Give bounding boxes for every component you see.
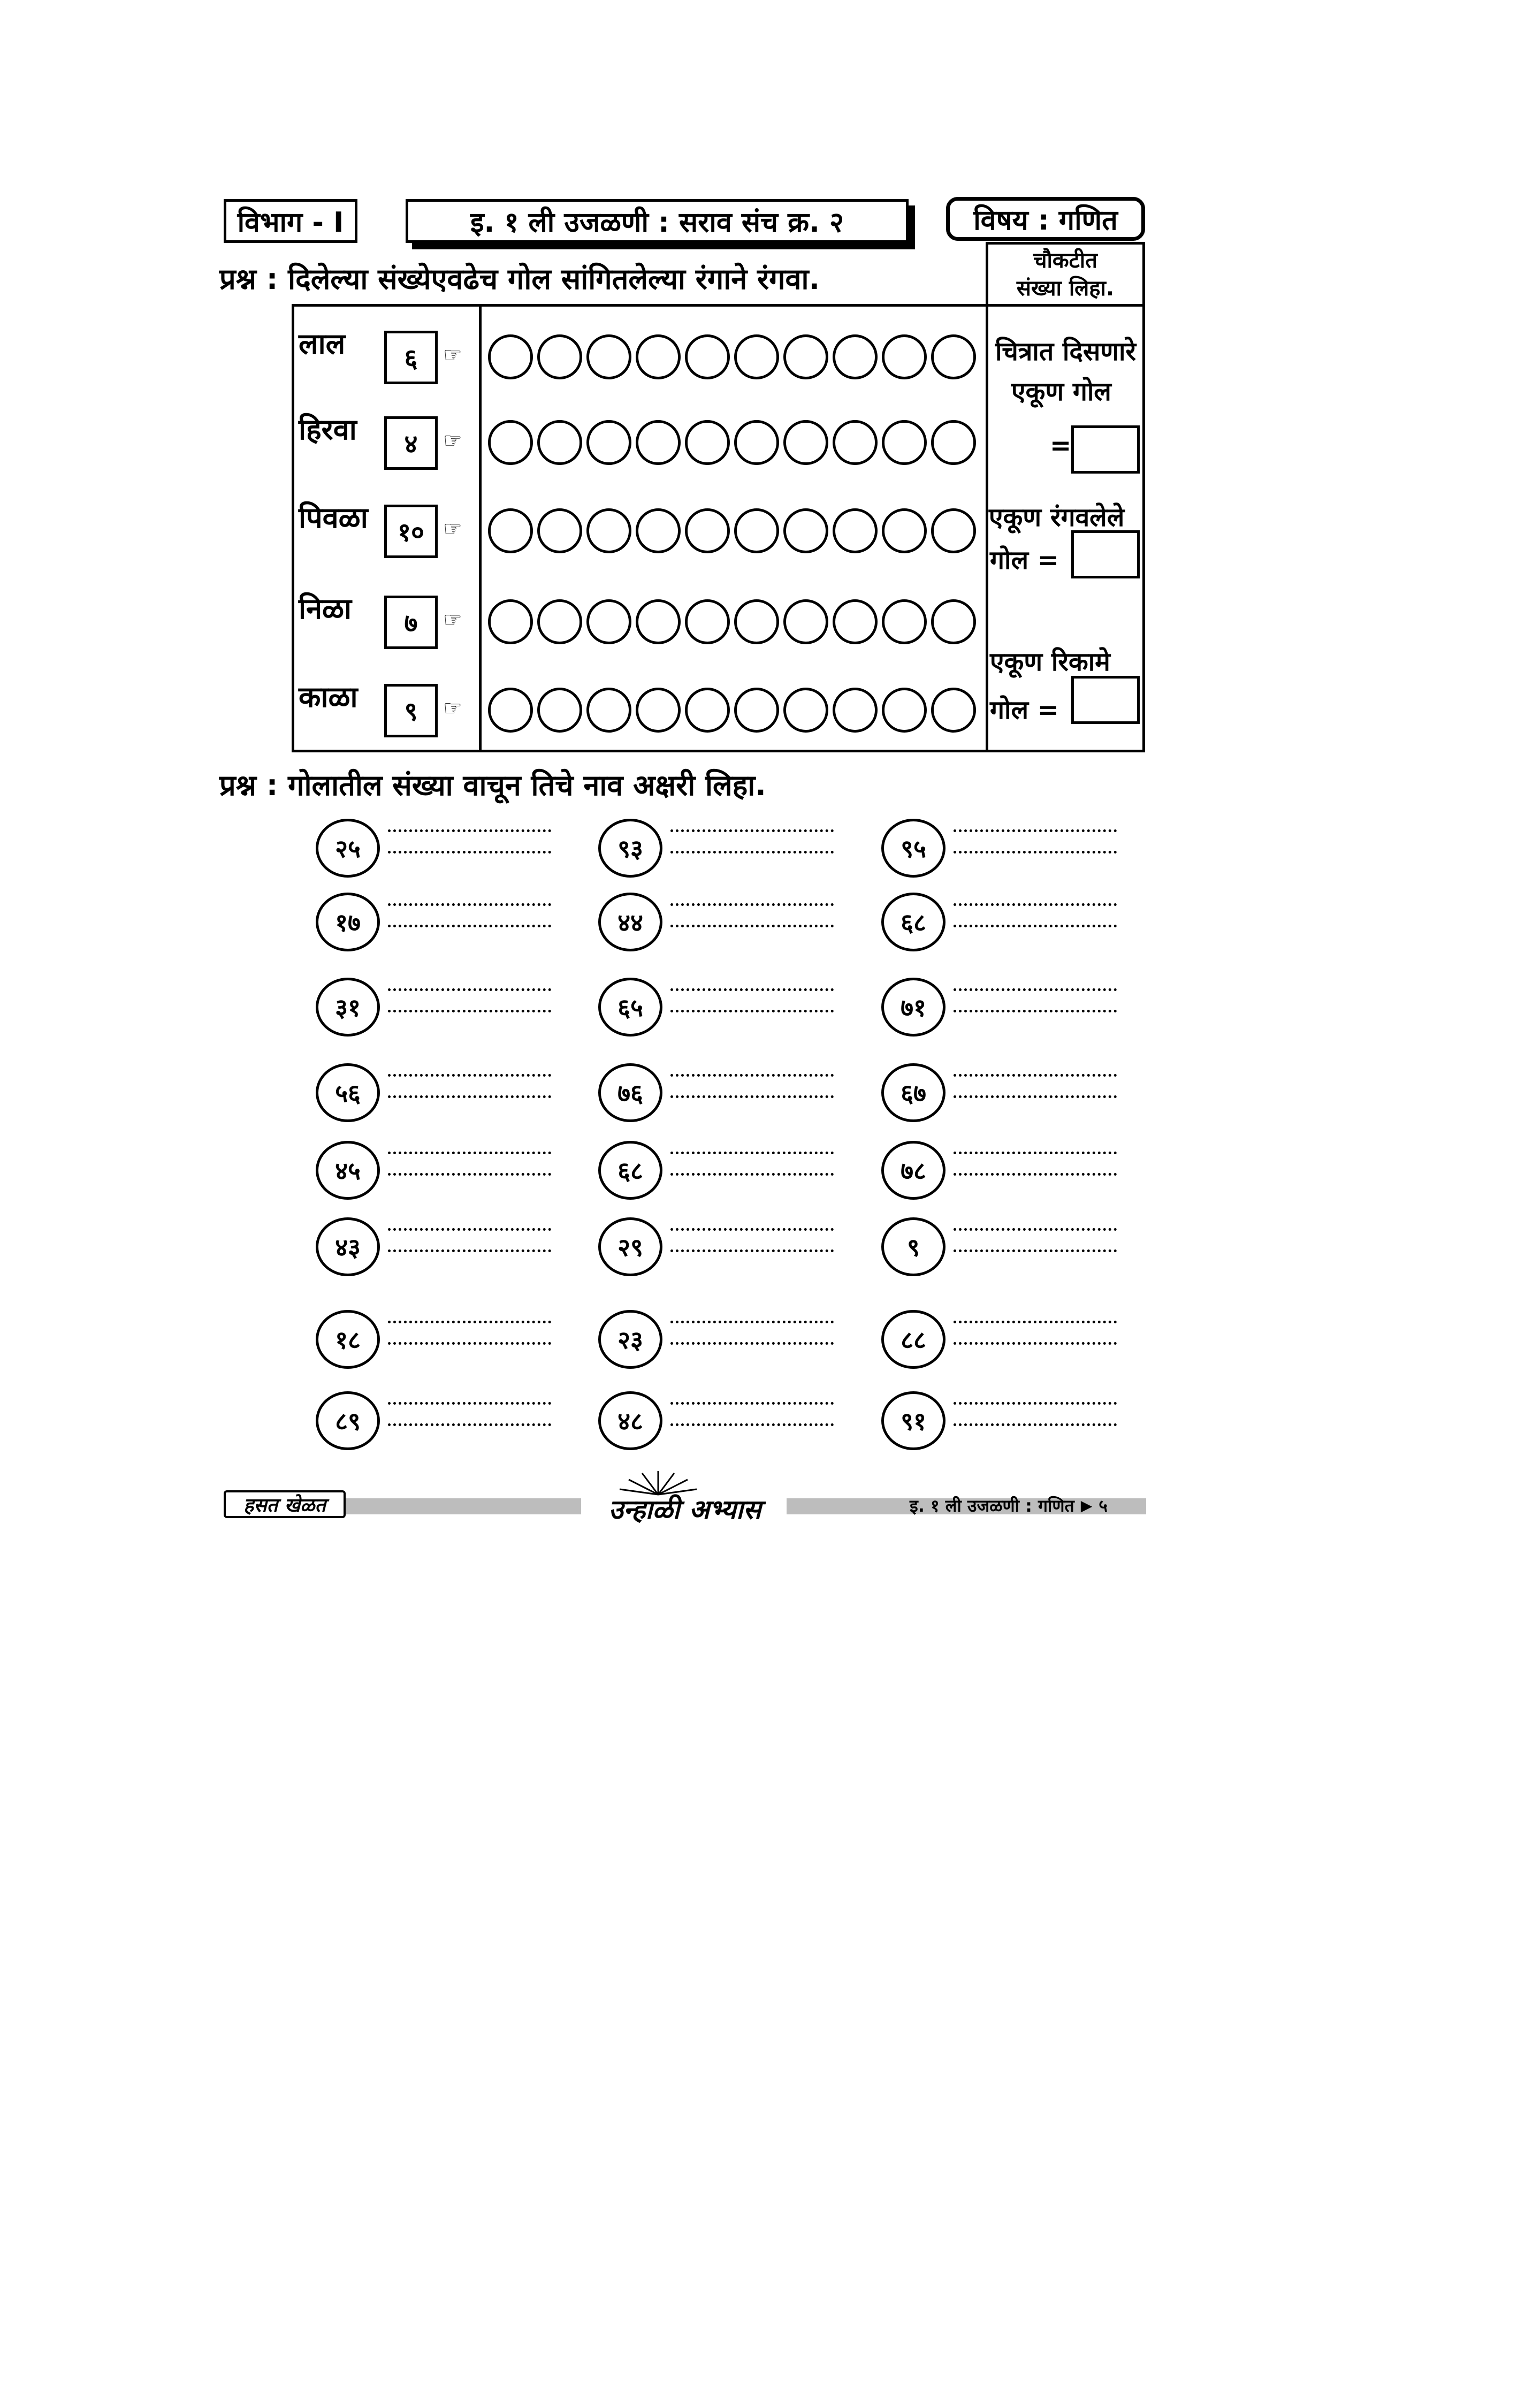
answer-label-line1: चित्रात दिसणारे [995, 337, 1137, 367]
footer-logo-unhali-abhyas [583, 1469, 787, 1525]
number-circle: ६८ [881, 893, 946, 951]
answer-writing-line[interactable] [670, 1228, 834, 1231]
number-circle: ९ [881, 1217, 946, 1276]
answer-writing-line[interactable] [388, 1402, 551, 1405]
pointing-hand-icon: ☞ [443, 517, 462, 542]
colorable-circle[interactable] [931, 599, 976, 644]
answer-input-box[interactable] [1071, 676, 1140, 724]
colorable-circle[interactable] [882, 420, 927, 465]
worksheet-title-text: इ. १ ली उजळणी : सराव संच क्र. २ [470, 206, 844, 239]
colorable-circle[interactable] [537, 599, 582, 644]
colorable-circle[interactable] [586, 599, 631, 644]
colorable-circle[interactable] [734, 420, 779, 465]
number-circle: ५६ [316, 1063, 380, 1122]
number-circle: ७१ [881, 978, 946, 1037]
answer-writing-line[interactable] [954, 903, 1117, 906]
answer-writing-line[interactable] [670, 988, 834, 991]
question2-prompt: प्रश्न : गोलातील संख्या वाचून तिचे नाव अक्षरी लिहा. [219, 768, 766, 802]
answer-label-line2: गोल = [990, 695, 1059, 725]
number-circle: १८ [316, 1310, 380, 1369]
colorable-circle[interactable] [636, 688, 681, 733]
table-divider-left [479, 307, 482, 750]
colorable-circle[interactable] [488, 688, 533, 733]
answer-writing-line[interactable] [388, 903, 551, 906]
colorable-circle[interactable] [636, 599, 681, 644]
colorable-circle[interactable] [685, 334, 730, 379]
color-name-label: काळा [299, 680, 358, 714]
answer-writing-line[interactable] [670, 1010, 834, 1012]
answer-label-line2: एकूण गोल [1011, 377, 1111, 407]
page-number: ५ [1099, 1496, 1108, 1516]
answer-column-heading-line2: संख्या लिहा. [1016, 276, 1115, 301]
circle-count-box: ७ [384, 596, 438, 649]
colorable-circle[interactable] [783, 508, 828, 553]
pointing-hand-icon: ☞ [443, 343, 462, 368]
number-circle: ८८ [881, 1310, 946, 1369]
colorable-circle[interactable] [882, 688, 927, 733]
section-label [224, 199, 357, 243]
color-name-label: निळा [299, 592, 352, 626]
colorable-circle[interactable] [537, 334, 582, 379]
circle-count-box: ४ [384, 416, 438, 470]
answer-writing-line[interactable] [954, 988, 1117, 991]
answer-writing-line[interactable] [388, 1249, 551, 1252]
answer-writing-line[interactable] [954, 1249, 1117, 1252]
answer-writing-line[interactable] [388, 1152, 551, 1154]
number-circle: ९५ [881, 819, 946, 878]
answer-label-line2: गोल = [990, 545, 1059, 575]
subject-label-text: विषय : गणित [973, 204, 1118, 237]
colorable-circle[interactable] [931, 688, 976, 733]
number-circle: ४५ [316, 1141, 380, 1200]
colorable-circle[interactable] [537, 688, 582, 733]
answer-writing-line[interactable] [670, 851, 834, 854]
equals-sign: = [1050, 431, 1072, 461]
colorable-circle[interactable] [537, 420, 582, 465]
answer-column-heading-line1: चौकटीत [1033, 248, 1097, 273]
colorable-circle[interactable] [734, 599, 779, 644]
footer-logo-hasat-khelat [224, 1490, 346, 1518]
play-arrow-icon: ▶ [1080, 1497, 1093, 1514]
answer-writing-line[interactable] [670, 1321, 834, 1323]
color-name-label: पिवळा [299, 501, 368, 535]
number-circle: ३१ [316, 978, 380, 1037]
number-circle: १७ [316, 893, 380, 951]
number-circle: ४४ [598, 893, 662, 951]
colorable-circle[interactable] [734, 688, 779, 733]
answer-writing-line[interactable] [670, 925, 834, 927]
colorable-circle[interactable] [586, 420, 631, 465]
colorable-circle[interactable] [685, 599, 730, 644]
footer-page-label [910, 1494, 1108, 1517]
answer-writing-line[interactable] [388, 1321, 551, 1323]
colorable-circle[interactable] [882, 599, 927, 644]
circle-count-box: ९ [384, 684, 438, 737]
number-circle: ६५ [598, 978, 662, 1037]
colorable-circle[interactable] [833, 508, 878, 553]
answer-label-line1: एकूण रिकामे [990, 647, 1110, 677]
colorable-circle[interactable] [488, 508, 533, 553]
answer-writing-line[interactable] [388, 925, 551, 927]
number-circle: ६८ [598, 1141, 662, 1200]
answer-writing-line[interactable] [954, 1228, 1117, 1231]
answer-writing-line[interactable] [954, 1321, 1117, 1323]
pointing-hand-icon: ☞ [443, 608, 462, 633]
number-circle: ४८ [598, 1391, 662, 1450]
number-circle: ९१ [881, 1391, 946, 1450]
answer-writing-line[interactable] [388, 1010, 551, 1012]
color-name-label: लाल [299, 327, 346, 361]
colorable-circle[interactable] [734, 334, 779, 379]
colorable-circle[interactable] [931, 334, 976, 379]
answer-writing-line[interactable] [670, 1249, 834, 1252]
answer-writing-line[interactable] [670, 1173, 834, 1176]
answer-writing-line[interactable] [388, 1423, 551, 1426]
number-circle: २३ [598, 1310, 662, 1369]
colorable-circle[interactable] [931, 420, 976, 465]
answer-writing-line[interactable] [670, 1342, 834, 1345]
circle-count-box: १० [384, 505, 438, 558]
answer-writing-line[interactable] [388, 829, 551, 832]
colorable-circle[interactable] [833, 688, 878, 733]
footer-logo-hasat-khelat-text: हसत खेळत [243, 1494, 326, 1517]
number-circle: ८९ [316, 1391, 380, 1450]
answer-writing-line[interactable] [670, 1095, 834, 1098]
colorable-circle[interactable] [931, 508, 976, 553]
colorable-circle[interactable] [783, 599, 828, 644]
answer-writing-line[interactable] [954, 1074, 1117, 1077]
colorable-circle[interactable] [685, 508, 730, 553]
number-circle: २५ [316, 819, 380, 878]
answer-input-box[interactable] [1071, 530, 1140, 578]
answer-writing-line[interactable] [670, 903, 834, 906]
colorable-circle[interactable] [685, 688, 730, 733]
number-circle: ६७ [881, 1063, 946, 1122]
number-circle: ४३ [316, 1217, 380, 1276]
answer-writing-line[interactable] [954, 925, 1117, 927]
number-circle: ७६ [598, 1063, 662, 1122]
colorable-circle[interactable] [488, 334, 533, 379]
section-label-text: विभाग - I [237, 206, 344, 239]
colorable-circle[interactable] [833, 334, 878, 379]
footer-bar-left [346, 1498, 581, 1514]
subject-label [946, 197, 1145, 241]
coloring-table [292, 304, 1145, 752]
number-circle: ९३ [598, 819, 662, 878]
number-circle: २९ [598, 1217, 662, 1276]
colorable-circle[interactable] [882, 508, 927, 553]
answer-writing-line[interactable] [388, 1173, 551, 1176]
colorable-circle[interactable] [488, 599, 533, 644]
colorable-circle[interactable] [882, 334, 927, 379]
answer-writing-line[interactable] [954, 851, 1117, 854]
colorable-circle[interactable] [636, 334, 681, 379]
colorable-circle[interactable] [586, 688, 631, 733]
table-divider-right [986, 307, 988, 750]
colorable-circle[interactable] [833, 420, 878, 465]
colorable-circle[interactable] [685, 420, 730, 465]
answer-writing-line[interactable] [954, 1095, 1117, 1098]
circle-count-box: ६ [384, 331, 438, 384]
answer-writing-line[interactable] [954, 1152, 1117, 1154]
colorable-circle[interactable] [734, 508, 779, 553]
answer-writing-line[interactable] [954, 1423, 1117, 1426]
answer-writing-line[interactable] [670, 1152, 834, 1154]
answer-writing-line[interactable] [954, 1173, 1117, 1176]
colorable-circle[interactable] [783, 688, 828, 733]
answer-label-line1: एकूण रंगवलेले [989, 502, 1125, 532]
question1-prompt: प्रश्न : दिलेल्या संख्येएवढेच गोल सांगितलेल्या रंगाने रंगवा. [219, 262, 820, 296]
answer-writing-line[interactable] [388, 851, 551, 854]
answer-writing-line[interactable] [954, 829, 1117, 832]
answer-writing-line[interactable] [670, 1402, 834, 1405]
answer-input-box[interactable] [1071, 425, 1140, 474]
answer-writing-line[interactable] [388, 1074, 551, 1077]
colorable-circle[interactable] [833, 599, 878, 644]
answer-writing-line[interactable] [670, 1074, 834, 1077]
colorable-circle[interactable] [783, 334, 828, 379]
answer-writing-line[interactable] [388, 988, 551, 991]
colorable-circle[interactable] [537, 508, 582, 553]
footer-page-label-text: इ. १ ली उजळणी : गणित [910, 1496, 1074, 1516]
answer-writing-line[interactable] [954, 1342, 1117, 1345]
pointing-hand-icon: ☞ [443, 429, 462, 453]
worksheet-title [406, 199, 909, 243]
colorable-circle[interactable] [586, 334, 631, 379]
colorable-circle[interactable] [586, 508, 631, 553]
answer-writing-line[interactable] [388, 1342, 551, 1345]
answer-writing-line[interactable] [388, 1228, 551, 1231]
answer-column-heading [986, 242, 1145, 304]
color-name-label: हिरवा [299, 413, 357, 446]
answer-writing-line[interactable] [670, 1423, 834, 1426]
footer-logo-unhali-abhyas-text: उन्हाळी अभ्यास [608, 1494, 761, 1525]
answer-writing-line[interactable] [954, 1402, 1117, 1405]
number-circle: ७८ [881, 1141, 946, 1200]
pointing-hand-icon: ☞ [443, 696, 462, 721]
answer-writing-line[interactable] [954, 1010, 1117, 1012]
colorable-circle[interactable] [488, 420, 533, 465]
colorable-circle[interactable] [783, 420, 828, 465]
colorable-circle[interactable] [636, 420, 681, 465]
colorable-circle[interactable] [636, 508, 681, 553]
answer-writing-line[interactable] [388, 1095, 551, 1098]
answer-writing-line[interactable] [670, 829, 834, 832]
